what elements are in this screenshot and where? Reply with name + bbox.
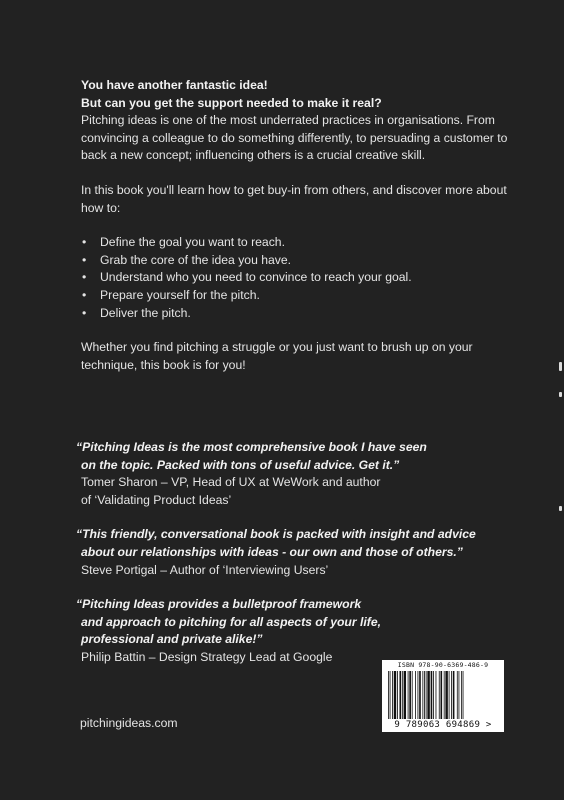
- learn-paragraph: In this book you'll learn how to get buy-in from others, and discover more about how to:: [81, 182, 507, 215]
- quote-line: “Pitching Ideas is the most comprehensive book I have seen: [76, 440, 427, 454]
- bullet-text: Define the goal you want to reach.: [100, 235, 285, 250]
- quote-line: and approach to pitching for all aspects of your life,: [81, 614, 381, 629]
- bullet-text: Understand who you need to convince to reach your goal.: [100, 270, 412, 285]
- quote-line: “This friendly, conversational book is packed with insight and advice: [76, 527, 476, 542]
- quote-text: [76, 596, 516, 649]
- quote-attribution: Philip Battin – Design Strategy Lead at Google: [81, 649, 333, 664]
- quote-line: on the topic. Packed with tons of useful advice. Get it.”: [81, 457, 400, 472]
- website-url: pitchingideas.com: [80, 716, 178, 730]
- quote-attribution: Tomer Sharon – VP, Head of UX at WeWork and author of ‘Validating Product Ideas’: [81, 475, 381, 507]
- spine-mark: [559, 506, 562, 511]
- headline-2: But can you get the support needed to make it real?: [81, 95, 382, 110]
- bullet-text: Grab the core of the idea you have.: [100, 252, 292, 267]
- headline-1: You have another fantastic idea!: [81, 78, 268, 92]
- isbn-label: ISBN 978-90-6369-486-9: [397, 661, 489, 669]
- bullet-icon: •: [82, 287, 87, 302]
- bullet-list: [81, 234, 521, 322]
- bullet-icon: •: [82, 252, 87, 267]
- list-item: [81, 234, 521, 252]
- isbn-barcode: [382, 660, 504, 732]
- list-item: [81, 287, 521, 305]
- spine-mark: [559, 392, 562, 397]
- bullet-icon: •: [82, 235, 87, 250]
- spine-edge: [552, 0, 564, 800]
- testimonials: [76, 439, 516, 684]
- blurb: [81, 77, 521, 374]
- testimonial: [76, 596, 516, 666]
- bullet-text: Deliver the pitch.: [100, 305, 191, 320]
- quote-attribution: Steve Portigal – Author of ‘Interviewing Users’: [81, 562, 329, 577]
- quote-line: about our relationships with ideas - our own and those of others.”: [81, 544, 463, 559]
- bullet-icon: •: [82, 270, 87, 285]
- list-item: [81, 269, 521, 287]
- bullet-icon: •: [82, 305, 87, 320]
- bullet-text: Prepare yourself for the pitch.: [100, 287, 260, 302]
- list-item: [81, 252, 521, 270]
- quote-text: [76, 526, 516, 561]
- closing-paragraph: Whether you find pitching a struggle or you just want to brush up on your technique, this book is for you!: [81, 340, 473, 372]
- testimonial: [76, 526, 516, 579]
- barcode-icon: [388, 671, 498, 719]
- quote-text: [76, 439, 516, 474]
- quote-line: “Pitching Ideas provides a bulletproof framework: [76, 597, 362, 612]
- testimonial: [76, 439, 516, 509]
- list-item: [81, 305, 521, 323]
- spine-mark: [559, 362, 562, 371]
- isbn-digits: 9 789063 694869 >: [394, 720, 492, 730]
- quote-line: professional and private alike!”: [81, 632, 263, 647]
- intro-paragraph: Pitching ideas is one of the most underrated practices in organisations. From convincing a colleague to do something differently, to persuading a customer to back a new concept; influencing others is a crucial creative skill.: [81, 113, 508, 163]
